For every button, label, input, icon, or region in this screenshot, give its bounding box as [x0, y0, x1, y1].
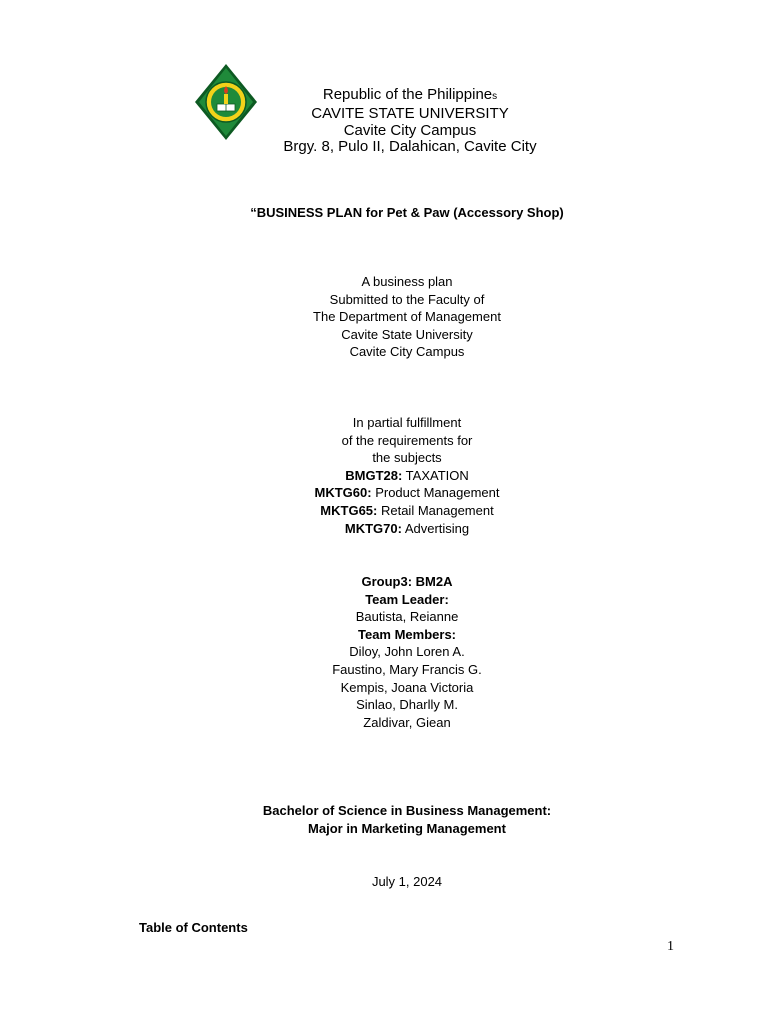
fulfillment-line: of the requirements for [341, 432, 473, 448]
university-name: CAVITE STATE UNIVERSITY [311, 104, 509, 122]
institution-header [270, 87, 550, 156]
subject-name: Retail Management [377, 502, 494, 518]
subject-name: Advertising [401, 520, 470, 536]
campus-name: Cavite City Campus [343, 121, 477, 139]
subject-code: MKTG60: [314, 485, 372, 501]
degree-block [0, 802, 768, 837]
subject-name: Product Management [371, 485, 500, 501]
submission-line: Submitted to the Faculty of [329, 291, 485, 307]
group-block [0, 573, 768, 731]
subject-code: MKTG70: [344, 520, 402, 536]
subject-code: BMGT28: [345, 467, 403, 483]
degree-line: Major in Marketing Management [308, 820, 506, 836]
fulfillment-block [0, 414, 768, 537]
team-member: Diloy, John Loren A. [349, 644, 465, 660]
republic-line: Republic of the Philippines [322, 86, 498, 103]
team-members-label: Team Members: [357, 626, 456, 642]
subject-line [0, 467, 768, 485]
submission-line: Cavite City Campus [349, 344, 465, 360]
campus-address: Brgy. 8, Pulo II, Dalahican, Cavite City [283, 138, 537, 156]
submission-block [0, 273, 768, 361]
submission-line: Cavite State University [341, 326, 473, 342]
submission-line: The Department of Management [313, 309, 501, 325]
fulfillment-line: the subjects [372, 450, 442, 466]
toc-heading: Table of Contents [139, 920, 248, 935]
subject-name: TAXATION [402, 467, 469, 483]
team-leader-name: Bautista, Reianne [355, 609, 459, 625]
group-label: Group3: BM2A [361, 574, 453, 589]
subject-code: MKTG65: [320, 502, 378, 518]
subject-line [0, 484, 768, 502]
team-member: Zaldivar, Giean [363, 714, 451, 730]
team-member: Kempis, Joana Victoria [340, 679, 474, 695]
university-seal [193, 62, 259, 142]
team-member: Faustino, Mary Francis G. [332, 661, 482, 677]
subject-line [0, 520, 768, 538]
team-member: Sinlao, Dharlly M. [356, 697, 458, 713]
document-date: July 1, 2024 [371, 874, 443, 889]
team-leader-label: Team Leader: [365, 591, 449, 607]
subject-line [0, 502, 768, 520]
degree-line: Bachelor of Science in Business Management: [262, 803, 552, 818]
submission-line: A business plan [361, 274, 453, 289]
fulfillment-line: In partial fulfillment [352, 415, 462, 430]
document-title: “BUSINESS PLAN for Pet & Paw (Accessory Shop) [250, 205, 564, 220]
page-number: 1 [667, 939, 674, 954]
